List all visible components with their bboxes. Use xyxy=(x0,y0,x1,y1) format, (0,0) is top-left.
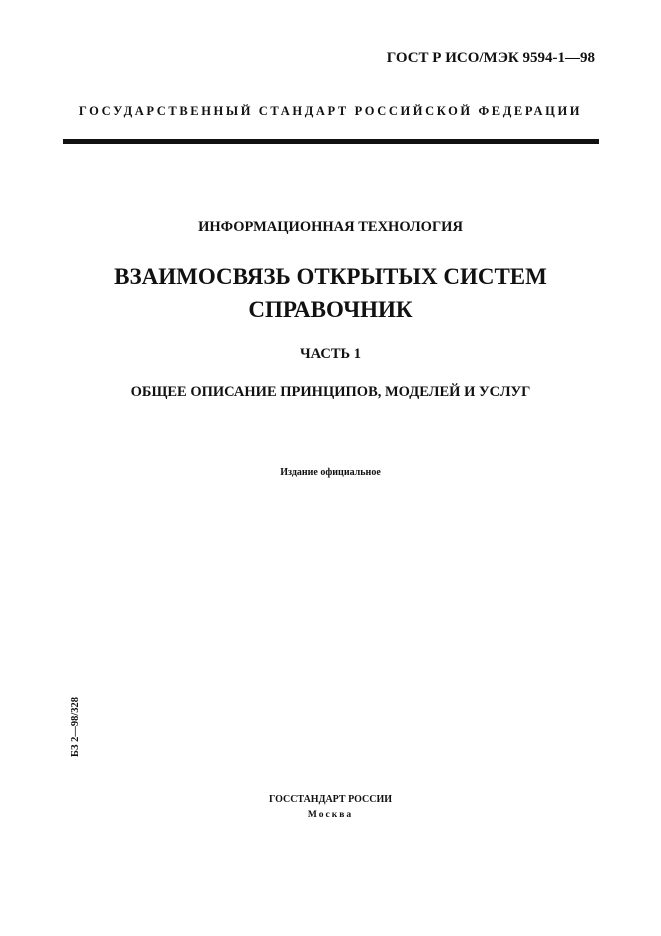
side-code: БЗ 2—98/328 xyxy=(70,696,81,757)
part-label: ЧАСТЬ 1 xyxy=(300,346,361,362)
title-line-1: ВЗАИМОСВЯЗЬ ОТКРЫТЫХ СИСТЕМ xyxy=(114,264,547,289)
state-standard-heading: ГОСУДАРСТВЕННЫЙ СТАНДАРТ РОССИЙСКОЙ ФЕДЕРАЦИИ xyxy=(78,104,583,118)
document-subtitle: ОБЩЕЕ ОПИСАНИЕ ПРИНЦИПОВ, МОДЕЛЕЙ И УСЛУГ xyxy=(130,384,531,400)
edition-note: Издание официальное xyxy=(280,467,381,478)
document-title xyxy=(0,260,661,326)
publication-city: Москва xyxy=(307,810,354,820)
horizontal-rule xyxy=(63,139,599,144)
publisher: ГОССТАНДАРТ РОССИИ xyxy=(268,794,393,805)
document-number: ГОСТ Р ИСО/МЭК 9594-1—98 xyxy=(386,50,595,66)
series-title: ИНФОРМАЦИОННАЯ ТЕХНОЛОГИЯ xyxy=(198,219,463,235)
title-line-2: СПРАВОЧНИК xyxy=(248,297,413,322)
